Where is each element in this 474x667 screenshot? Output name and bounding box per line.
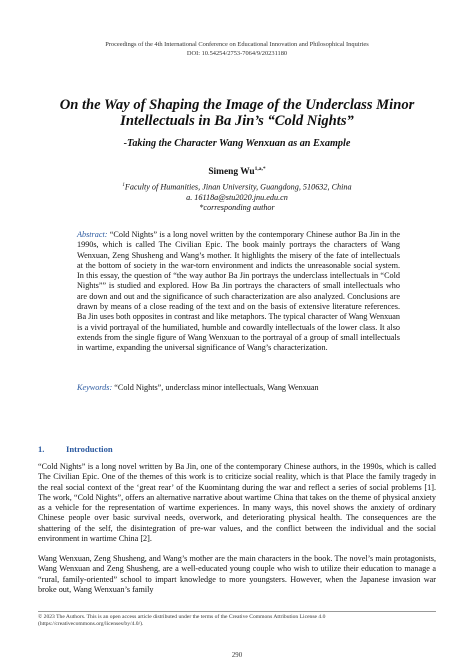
license-line-1: © 2023 The Authors. This is an open access article distributed under the terms of the Creative Commons Attribution License 4.0 [38,614,326,620]
license-link[interactable]: (https://creativecommons.org/licenses/by/4.0/). [38,621,144,628]
footer-divider [38,611,436,612]
running-header [0,41,474,58]
paper-subtitle: -Taking the Character Wang Wenxuan as an Example [123,138,351,149]
affiliation-line [0,181,474,193]
paper-title: On the Way of Shaping the Image of the Underclass Minor Intellectuals in Ba Jin’s “Cold Nights” [59,97,415,130]
keywords [77,383,400,393]
author-email: a. 16118a@stu2020.jnu.edu.cn [186,192,288,202]
section-heading [38,444,113,454]
abstract-label: Abstract: [77,230,108,239]
page-number: 290 [231,652,243,659]
author-name: Simeng Wu [208,167,255,178]
doi: DOI: 10.54254/2753-7064/9/20231180 [186,49,288,57]
author-superscript: 1,a,* [254,166,266,172]
keywords-text: “Cold Nights”, underclass minor intellectuals, Wang Wenxuan [114,383,319,392]
section-number: 1. [38,444,45,454]
paragraph-2: Wang Wenxuan, Zeng Shusheng, and Wang’s mother are the main characters in the book. The novel’s main protagonists, Wang Wenxuan and Zeng Shusheng, are a well-educated young couple who wish to utilize their education to manage a “rural, family-oriented” school to impart knowledge to more youngsters. However, when the Japanese invasion war broke out, Wang Wenxuan’s family [38,554,436,594]
keywords-label: Keywords: [77,383,113,392]
section-title: Introduction [66,444,113,454]
paragraph-1: “Cold Nights” is a long novel written by Ba Jin, one of the contemporary Chinese authors, in the 1990s, which is called The Civilian Epic. One of the themes of this work is to criticize social reality, which is that Place the family tragedy in the real social context of the ‘great rear’ of the Kuomintang during the war and reflect a series of social problems [1]. The work, “Cold Nights”, offers an alternative narrative about wartime China that takes on the theme of physical anxiety as a vehicle for the representation of wartime experiences. In many ways, this novel shows the anxiety of ordinary Chinese people over basic survival needs, overwork, and deteriorating physical health. The consequences are the shattering of the self, the disintegration of pre-war values, and the conflict between the individual and the social environment in wartime China [2]. [38,462,436,544]
abstract-text: “Cold Nights” is a long novel written by the contemporary Chinese author Ba Jin in the 1990s, which is called The Civilian Epic. The book mainly portrays the characters of Wang Wenxuan, Zeng Shusheng and Wang’s mother. It highlights the misery of the fate of intellectuals at the bottom of society in the war-torn environment and indicts the unreasonable social system. In this essay, the question of “the way author Ba Jin portrays the underclass intellectuals in “Cold Nights”” is studied and explored. How Ba Jin portrays the characters of small intellectuals who are down and out and the significance of such characterization are also analyzed. Conclusions are drawn by means of a close reading of the text and on the basis of extensive literature references. Ba Jin uses both opposites in contrast and like metaphors. The typical character of Wang Wenxuan is a vivid portrayal of the humiliated, humble and cowardly intellectuals of the lower class. It also extends from the single figure of Wang Wenxuan to the portrayal of a group of small intellectuals in wartime, expanding the universal significance of Wang’s characterization. [77,230,400,353]
abstract [77,230,400,354]
affiliation-sup: 1 [122,183,125,188]
author-line [0,166,474,177]
affiliation-block [0,181,474,213]
license-footer [38,614,436,629]
conference-name: Proceedings of the 4th International Conference on Educational Innovation and Philosophical Inquiries [105,41,369,48]
affiliation-text: Faculty of Humanities, Jinan University, Guangdong, 510632, China [124,182,352,192]
corresponding-note: *corresponding author [199,203,275,213]
